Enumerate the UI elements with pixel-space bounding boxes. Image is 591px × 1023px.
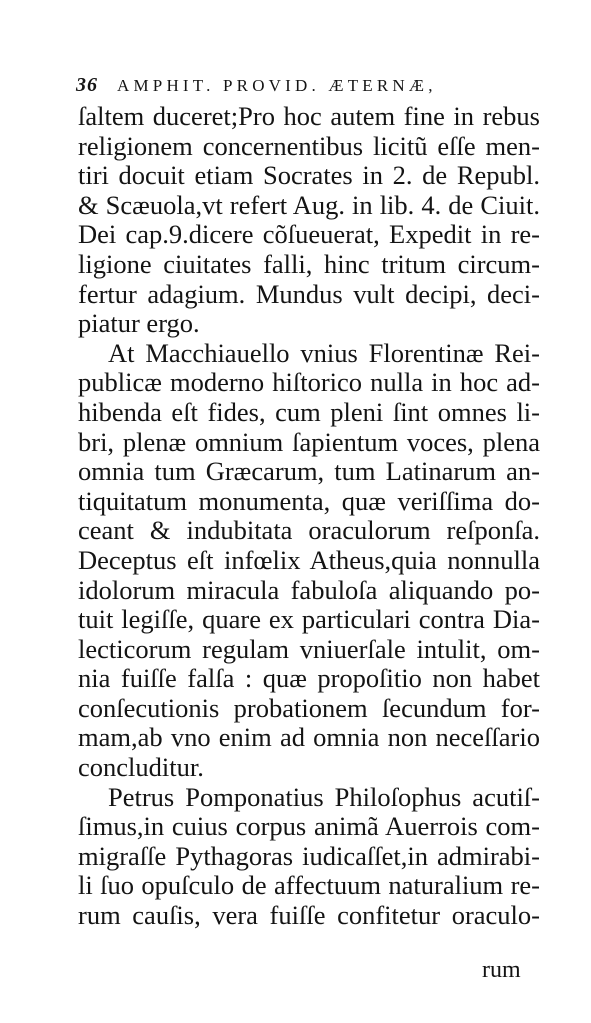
text-line: migraſſe Pythagoras iudicaſſet,in admirabi-: [78, 840, 540, 871]
text-line: bri, plenæ omnium ſapientum voces, plena: [78, 426, 540, 457]
text-line: ſimus,in cuius corpus animã Auerrois com-: [78, 811, 540, 842]
paragraph-2: [78, 339, 540, 783]
text-line: omnia tum Græcarum, tum Latinarum an-: [78, 456, 540, 487]
text-line: fertur adagium. Mundus vult decipi, deci-: [78, 278, 540, 309]
text-line: tuit legiſſe, quare ex particulari contra Dia-: [78, 604, 540, 635]
text-line: At Macchiauello vnius Florentinæ Rei-: [108, 337, 540, 368]
text-line: Petrus Pomponatius Philoſophus acutiſ-: [108, 781, 540, 812]
page-header: [76, 74, 526, 102]
paragraph-1: [78, 102, 540, 339]
text-line: conſecutionis probationem ſecundum for-: [78, 692, 540, 723]
text-line: tiri docuit etiam Socrates in 2. de Republ.: [78, 160, 540, 191]
catchword: rum: [482, 957, 521, 983]
text-line: rum cauſis, vera fuiſſe confitetur oraculo-: [78, 900, 540, 931]
text-line: idolorum miracula fabuloſa aliquando po-: [78, 574, 540, 605]
text-line: Deceptus eſt infœlix Atheus,quia nonnulla: [78, 544, 540, 575]
running-title: AMPHIT. PROVID. ÆTERNÆ,: [117, 76, 437, 95]
text-line: & Scæuola,vt refert Aug. in lib. 4. de Ciuit.: [78, 189, 540, 220]
text-line: nia fuiſſe falſa : quæ propoſitio non habet: [78, 663, 540, 694]
text-line: ſaltem duceret;Pro hoc autem fine in rebus: [78, 101, 540, 131]
text-line: publicæ moderno hiſtorico nulla in hoc ad-: [78, 367, 540, 398]
text-line: ceant & indubitata oraculorum reſponſa.: [78, 515, 540, 546]
text-line: hibenda eſt fides, cum pleni ſint omnes li-: [78, 396, 540, 427]
text-line: Dei cap.9.dicere cõſueuerat, Expedit in re-: [78, 219, 540, 250]
text-block: [78, 102, 540, 931]
text-line: lecticorum regulam vniuerſale intulit, om-: [78, 633, 540, 664]
text-line: concluditur.: [78, 752, 204, 783]
text-line: religionem concernentibus licitũ eſſe men-: [78, 130, 540, 161]
text-line: li ſuo opuſculo de affectuum naturalium re-: [78, 870, 540, 901]
page-number: 36: [76, 74, 98, 96]
text-line: ligione ciuitates falli, hinc tritum circum-: [78, 248, 540, 279]
paragraph-3: [78, 783, 540, 931]
text-line: tiquitatum monumenta, quæ veriſſima do-: [78, 485, 540, 516]
text-line: piatur ergo.: [78, 308, 200, 339]
text-line: mam,ab vno enim ad omnia non neceſſario: [78, 722, 540, 753]
